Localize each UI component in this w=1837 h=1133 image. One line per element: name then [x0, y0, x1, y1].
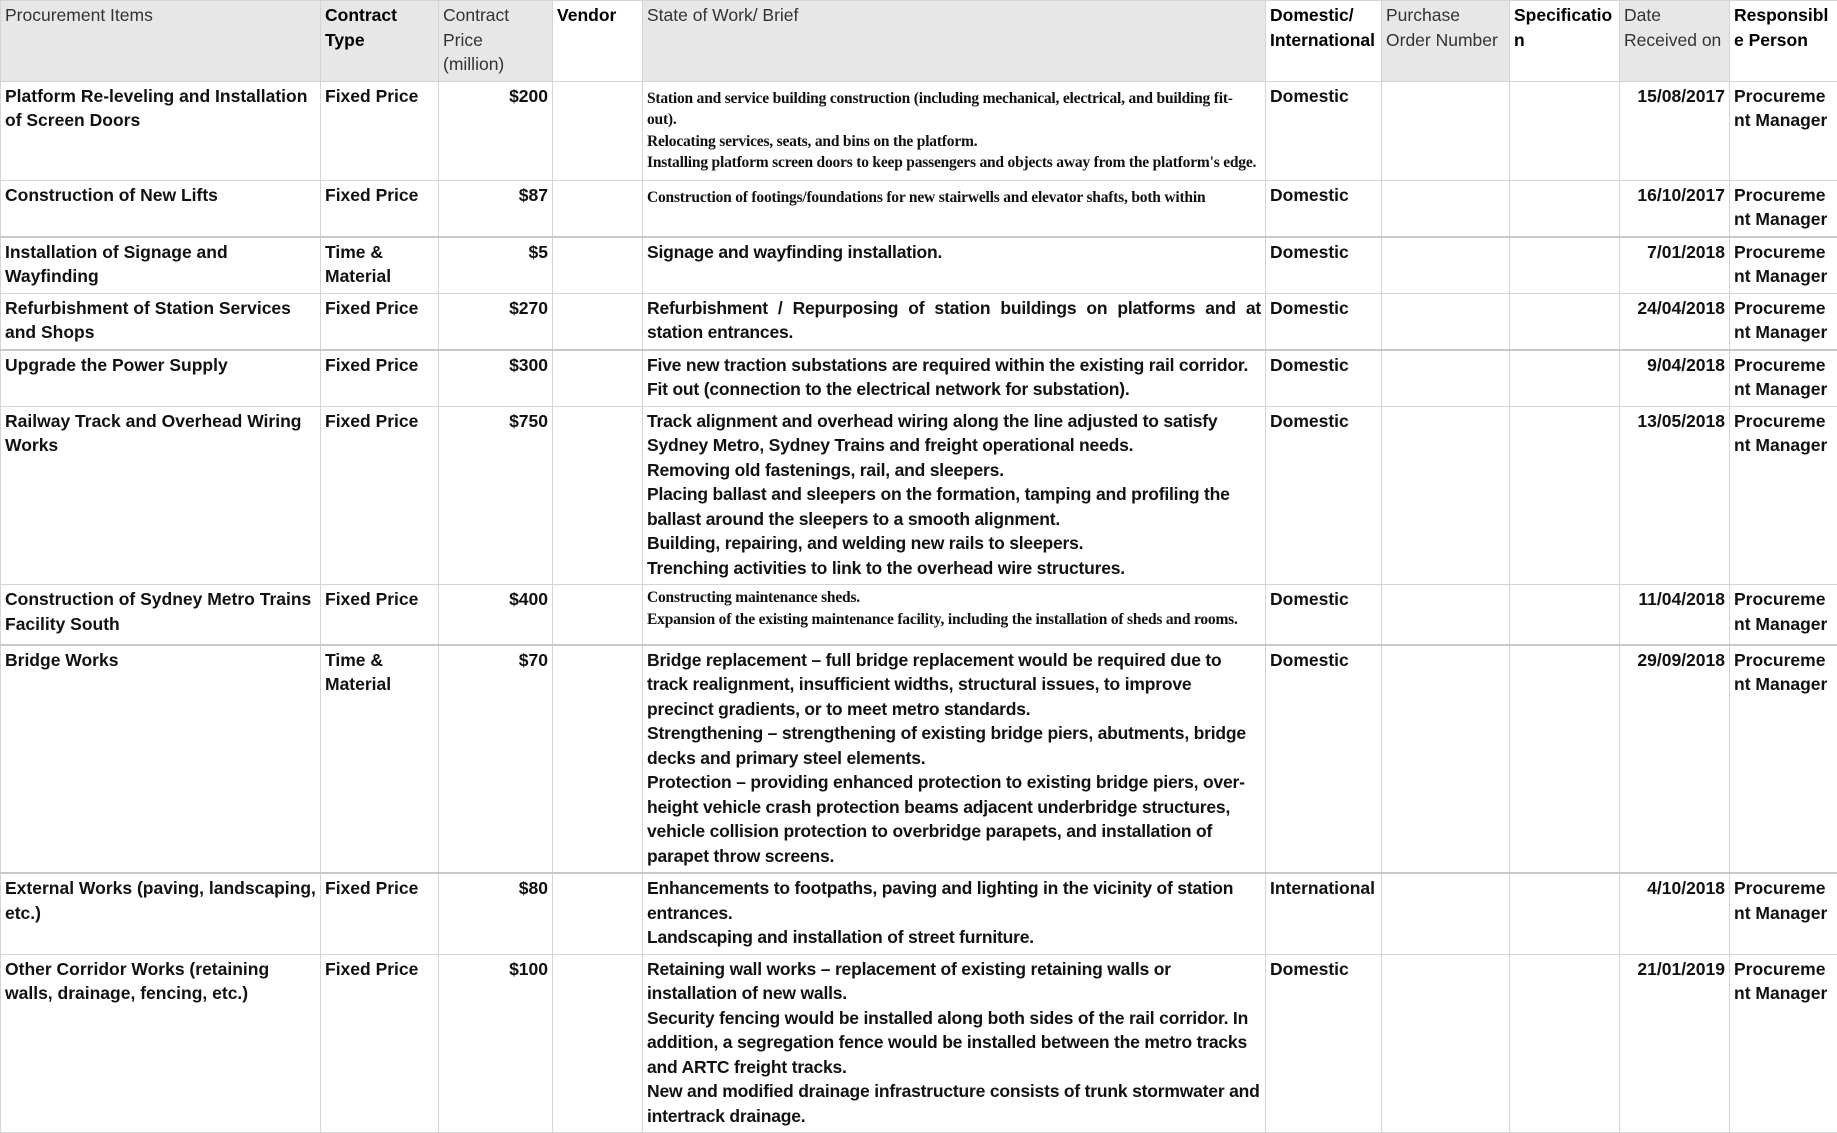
- cell-contract-type[interactable]: Fixed Price: [321, 954, 439, 1133]
- cell-purchase-order-number[interactable]: [1382, 645, 1510, 874]
- cell-contract-type[interactable]: Time & Material: [321, 645, 439, 874]
- cell-contract-price[interactable]: $70: [439, 645, 553, 874]
- cell-vendor[interactable]: [553, 954, 643, 1133]
- cell-purchase-order-number[interactable]: [1382, 954, 1510, 1133]
- brief-line: Retaining wall works – replacement of existing retaining walls or installation of new walls.: [647, 957, 1261, 1006]
- cell-vendor[interactable]: [553, 406, 643, 585]
- brief-line: Landscaping and installation of street furniture.: [647, 925, 1261, 950]
- cell-specification[interactable]: [1510, 237, 1620, 294]
- brief-line: Building, repairing, and welding new rails to sleepers.: [647, 531, 1261, 556]
- cell-domestic-international[interactable]: Domestic: [1266, 954, 1382, 1133]
- header-purchase-order-number[interactable]: Purchase Order Number: [1382, 1, 1510, 82]
- cell-procurement-item[interactable]: Other Corridor Works (retaining walls, drainage, fencing, etc.): [1, 954, 321, 1133]
- cell-procurement-item[interactable]: Installation of Signage and Wayfinding: [1, 237, 321, 294]
- cell-contract-type[interactable]: Fixed Price: [321, 81, 439, 180]
- cell-procurement-item[interactable]: Refurbishment of Station Services and Shops: [1, 293, 321, 350]
- brief-line: Bridge replacement – full bridge replacement would be required due to track realignment, insufficient widths, structural issues, to improve precinct gradients, or to meet metro standards.: [647, 648, 1261, 722]
- cell-domestic-international[interactable]: Domestic: [1266, 81, 1382, 180]
- cell-contract-type[interactable]: Fixed Price: [321, 293, 439, 350]
- cell-contract-price[interactable]: $100: [439, 954, 553, 1133]
- table-row: [1, 406, 1837, 585]
- cell-domestic-international[interactable]: Domestic: [1266, 406, 1382, 585]
- cell-purchase-order-number[interactable]: [1382, 237, 1510, 294]
- cell-date-received[interactable]: 15/08/2017: [1620, 81, 1730, 180]
- header-contract-price[interactable]: Contract Price (million): [439, 1, 553, 82]
- cell-purchase-order-number[interactable]: [1382, 873, 1510, 954]
- cell-responsible-person[interactable]: Procurement Manager: [1730, 585, 1837, 645]
- header-specification[interactable]: Specification: [1510, 1, 1620, 82]
- brief-line: Expansion of the existing maintenance facility, including the installation of sheds and rooms.: [647, 609, 1261, 631]
- cell-specification[interactable]: [1510, 350, 1620, 407]
- cell-date-received[interactable]: 16/10/2017: [1620, 180, 1730, 237]
- brief-line: Relocating services, seats, and bins on the platform.: [647, 131, 1261, 153]
- brief-line: Constructing maintenance sheds.: [647, 587, 1261, 609]
- cell-domestic-international[interactable]: Domestic: [1266, 585, 1382, 645]
- cell-state-of-work[interactable]: [643, 873, 1266, 954]
- table-row: [1, 645, 1837, 874]
- brief-line: Installing platform screen doors to keep passengers and objects away from the platform's edge.: [647, 152, 1261, 174]
- cell-state-of-work[interactable]: [643, 645, 1266, 874]
- cell-date-received[interactable]: 4/10/2018: [1620, 873, 1730, 954]
- cell-procurement-item[interactable]: Railway Track and Overhead Wiring Works: [1, 406, 321, 585]
- table-row: [1, 180, 1837, 237]
- cell-domestic-international[interactable]: International: [1266, 873, 1382, 954]
- cell-vendor[interactable]: [553, 585, 643, 645]
- cell-vendor[interactable]: [553, 645, 643, 874]
- header-date-received[interactable]: Date Received on: [1620, 1, 1730, 82]
- cell-purchase-order-number[interactable]: [1382, 81, 1510, 180]
- cell-specification[interactable]: [1510, 585, 1620, 645]
- header-responsible-person[interactable]: Responsible Person: [1730, 1, 1837, 82]
- cell-domestic-international[interactable]: Domestic: [1266, 180, 1382, 237]
- cell-state-of-work[interactable]: [643, 406, 1266, 585]
- cell-date-received[interactable]: 21/01/2019: [1620, 954, 1730, 1133]
- cell-specification[interactable]: [1510, 81, 1620, 180]
- cell-vendor[interactable]: [553, 81, 643, 180]
- cell-responsible-person[interactable]: Procurement Manager: [1730, 406, 1837, 585]
- cell-state-of-work[interactable]: [643, 293, 1266, 350]
- cell-date-received[interactable]: 13/05/2018: [1620, 406, 1730, 585]
- cell-state-of-work[interactable]: [643, 237, 1266, 294]
- header-state-of-work[interactable]: State of Work/ Brief: [643, 1, 1266, 82]
- table-row: [1, 873, 1837, 954]
- brief-line: Station and service building construction (including mechanical, electrical, and building fit-out).: [647, 88, 1261, 131]
- cell-contract-type[interactable]: Fixed Price: [321, 350, 439, 407]
- cell-contract-price[interactable]: $400: [439, 585, 553, 645]
- brief-line: Protection – providing enhanced protection to existing bridge piers, over-height vehicle crash protection beams adjacent underbridge structures, vehicle collision protection to overbridge parapets, and installation of parapet throw screens.: [647, 770, 1261, 868]
- cell-procurement-item[interactable]: Construction of New Lifts: [1, 180, 321, 237]
- cell-contract-type[interactable]: Fixed Price: [321, 180, 439, 237]
- cell-date-received[interactable]: 7/01/2018: [1620, 237, 1730, 294]
- cell-responsible-person[interactable]: Procurement Manager: [1730, 350, 1837, 407]
- cell-date-received[interactable]: 9/04/2018: [1620, 350, 1730, 407]
- table-row: [1, 585, 1837, 645]
- cell-date-received[interactable]: 24/04/2018: [1620, 293, 1730, 350]
- cell-purchase-order-number[interactable]: [1382, 350, 1510, 407]
- cell-state-of-work[interactable]: [643, 585, 1266, 645]
- brief-line: Track alignment and overhead wiring along the line adjusted to satisfy Sydney Metro, Sydney Trains and freight operational needs.: [647, 409, 1261, 458]
- cell-purchase-order-number[interactable]: [1382, 180, 1510, 237]
- cell-responsible-person[interactable]: Procurement Manager: [1730, 645, 1837, 874]
- cell-specification[interactable]: [1510, 873, 1620, 954]
- cell-specification[interactable]: [1510, 293, 1620, 350]
- cell-vendor[interactable]: [553, 350, 643, 407]
- brief-line: Removing old fastenings, rail, and sleepers.: [647, 458, 1261, 483]
- cell-responsible-person[interactable]: Procurement Manager: [1730, 293, 1837, 350]
- brief-line: Fit out (connection to the electrical network for substation).: [647, 377, 1261, 402]
- cell-domestic-international[interactable]: Domestic: [1266, 293, 1382, 350]
- cell-state-of-work[interactable]: [643, 180, 1266, 237]
- cell-state-of-work[interactable]: [643, 954, 1266, 1133]
- cell-contract-price[interactable]: $270: [439, 293, 553, 350]
- cell-vendor[interactable]: [553, 237, 643, 294]
- cell-procurement-item[interactable]: Bridge Works: [1, 645, 321, 874]
- header-vendor[interactable]: Vendor: [553, 1, 643, 82]
- cell-procurement-item[interactable]: Construction of Sydney Metro Trains Facility South: [1, 585, 321, 645]
- cell-responsible-person[interactable]: Procurement Manager: [1730, 81, 1837, 180]
- cell-vendor[interactable]: [553, 873, 643, 954]
- brief-line: Trenching activities to link to the overhead wire structures.: [647, 556, 1261, 581]
- table-row: [1, 350, 1837, 407]
- header-procurement-items[interactable]: Procurement Items: [1, 1, 321, 82]
- cell-contract-price[interactable]: $80: [439, 873, 553, 954]
- cell-contract-price[interactable]: $750: [439, 406, 553, 585]
- cell-procurement-item[interactable]: Upgrade the Power Supply: [1, 350, 321, 407]
- cell-domestic-international[interactable]: Domestic: [1266, 645, 1382, 874]
- cell-domestic-international[interactable]: Domestic: [1266, 237, 1382, 294]
- cell-responsible-person[interactable]: Procurement Manager: [1730, 873, 1837, 954]
- cell-specification[interactable]: [1510, 645, 1620, 874]
- cell-state-of-work[interactable]: [643, 81, 1266, 180]
- cell-procurement-item[interactable]: External Works (paving, landscaping, etc.): [1, 873, 321, 954]
- cell-contract-price[interactable]: $300: [439, 350, 553, 407]
- brief-line: New and modified drainage infrastructure consists of trunk stormwater and intertrack drainage.: [647, 1079, 1261, 1128]
- cell-specification[interactable]: [1510, 406, 1620, 585]
- brief-line: Strengthening – strengthening of existing bridge piers, abutments, bridge decks and primary steel elements.: [647, 721, 1261, 770]
- cell-state-of-work[interactable]: [643, 350, 1266, 407]
- cell-contract-type[interactable]: Fixed Price: [321, 585, 439, 645]
- brief-line: Enhancements to footpaths, paving and lighting in the vicinity of station entrances.: [647, 876, 1261, 925]
- table-row: [1, 237, 1837, 294]
- table-row: [1, 954, 1837, 1133]
- header-contract-type[interactable]: Contract Type: [321, 1, 439, 82]
- cell-contract-type[interactable]: Fixed Price: [321, 406, 439, 585]
- cell-specification[interactable]: [1510, 954, 1620, 1133]
- brief-line: Security fencing would be installed along both sides of the rail corridor. In addition, a segregation fence would be installed between the metro tracks and ARTC freight tracks.: [647, 1006, 1261, 1080]
- cell-responsible-person[interactable]: Procurement Manager: [1730, 180, 1837, 237]
- cell-purchase-order-number[interactable]: [1382, 585, 1510, 645]
- cell-responsible-person[interactable]: Procurement Manager: [1730, 237, 1837, 294]
- header-row: [1, 1, 1837, 82]
- cell-procurement-item[interactable]: Platform Re-leveling and Installation of Screen Doors: [1, 81, 321, 180]
- cell-responsible-person[interactable]: Procurement Manager: [1730, 954, 1837, 1133]
- cell-date-received[interactable]: 11/04/2018: [1620, 585, 1730, 645]
- cell-domestic-international[interactable]: Domestic: [1266, 350, 1382, 407]
- cell-contract-price[interactable]: $5: [439, 237, 553, 294]
- brief-line: Refurbishment / Repurposing of station buildings on platforms and at station entrances.: [647, 296, 1261, 345]
- brief-line: Construction of footings/foundations for new stairwells and elevator shafts, both within: [647, 187, 1261, 209]
- cell-contract-type[interactable]: Fixed Price: [321, 873, 439, 954]
- cell-vendor[interactable]: [553, 180, 643, 237]
- brief-line: Signage and wayfinding installation.: [647, 240, 1261, 265]
- table-row: [1, 293, 1837, 350]
- cell-contract-price[interactable]: $200: [439, 81, 553, 180]
- cell-purchase-order-number[interactable]: [1382, 293, 1510, 350]
- cell-vendor[interactable]: [553, 293, 643, 350]
- cell-specification[interactable]: [1510, 180, 1620, 237]
- brief-line: Five new traction substations are required within the existing rail corridor.: [647, 353, 1261, 378]
- cell-date-received[interactable]: 29/09/2018: [1620, 645, 1730, 874]
- table-row: [1, 81, 1837, 180]
- cell-contract-price[interactable]: $87: [439, 180, 553, 237]
- cell-purchase-order-number[interactable]: [1382, 406, 1510, 585]
- cell-contract-type[interactable]: Time & Material: [321, 237, 439, 294]
- header-domestic-international[interactable]: Domestic/ International: [1266, 1, 1382, 82]
- brief-line: Placing ballast and sleepers on the formation, tamping and profiling the ballast around the sleepers to a smooth alignment.: [647, 482, 1261, 531]
